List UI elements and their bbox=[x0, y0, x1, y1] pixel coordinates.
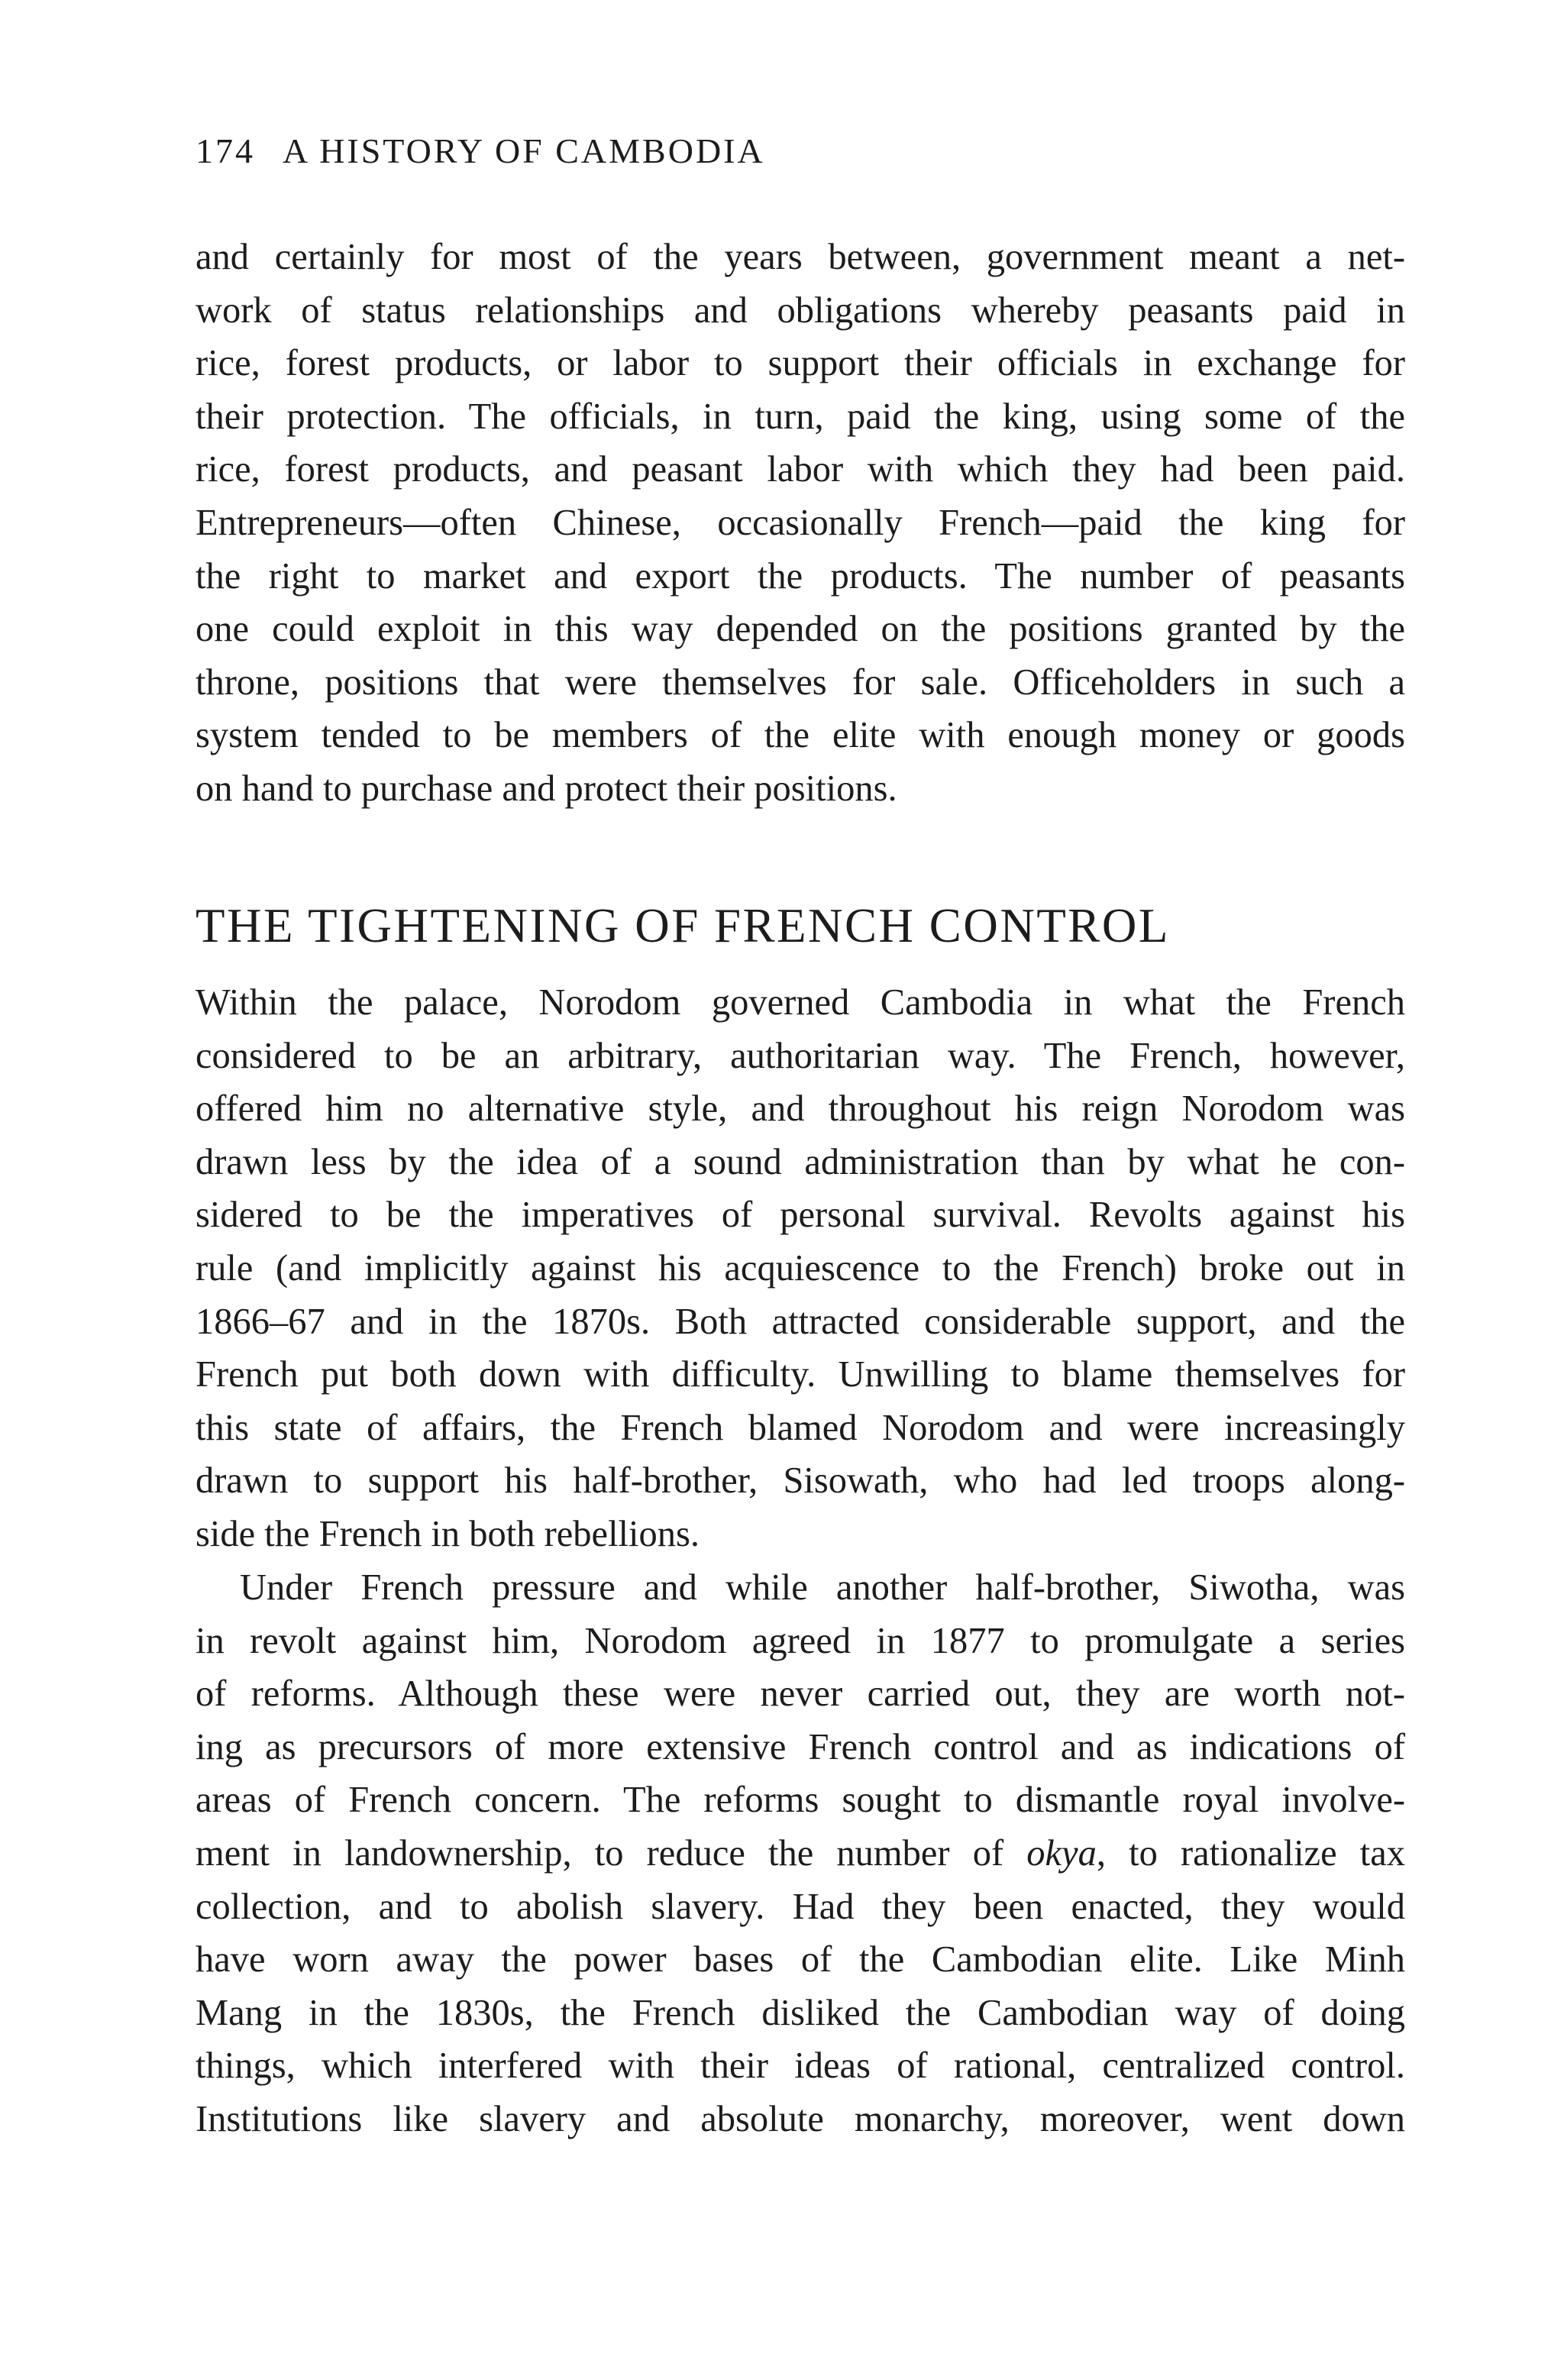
text-line: in revolt against him, Norodom agreed in 1877 to promulgate a series bbox=[196, 1620, 1405, 1661]
text-line: Within the palace, Norodom governed Cambodia in what the French bbox=[196, 982, 1405, 1023]
text-line: of reforms. Although these were never carried out, they are worth not- bbox=[196, 1673, 1405, 1715]
text-line: side the French in both rebellions. bbox=[196, 1513, 700, 1554]
text-line: 1866–67 and in the 1870s. Both attracted considerable support, and the bbox=[196, 1301, 1405, 1342]
text-line: Institutions like slavery and absolute monarchy, moreover, went down bbox=[196, 2098, 1405, 2139]
paragraph-1877-reforms bbox=[196, 1561, 1405, 2146]
text-line: work of status relationships and obligations whereby peasants paid in bbox=[196, 289, 1405, 331]
text-line: drawn to support his half-brother, Sisowath, who had led troops along- bbox=[196, 1460, 1405, 1502]
text-segment: ment in landownership, to reduce the number of bbox=[196, 1832, 1027, 1874]
text-line: this state of affairs, the French blamed Norodom and were increasingly bbox=[196, 1407, 1405, 1448]
text-line: Under French pressure and while another half-brother, Siwotha, was bbox=[240, 1567, 1405, 1608]
page-number: 174 bbox=[196, 131, 255, 170]
text-line-with-italic bbox=[196, 1827, 1405, 1880]
italic-term-okya: okya bbox=[1026, 1832, 1097, 1874]
book-title: A HISTORY OF CAMBODIA bbox=[283, 131, 765, 170]
text-line: sidered to be the imperatives of personal survival. Revolts against his bbox=[196, 1195, 1405, 1236]
section-heading: THE TIGHTENING OF FRENCH CONTROL bbox=[196, 899, 1170, 952]
text-line: Entrepreneurs—often Chinese, occasionally French—paid the king for bbox=[196, 502, 1405, 543]
text-line: considered to be an arbitrary, authoritarian way. The French, however, bbox=[196, 1035, 1405, 1076]
text-line: throne, positions that were themselves for sale. Officeholders in such a bbox=[196, 661, 1405, 703]
text-line: rice, forest products, and peasant labor with which they had been paid. bbox=[196, 449, 1405, 490]
text-line: drawn less by the idea of a sound administration than by what he con- bbox=[196, 1141, 1405, 1182]
text-line: Mang in the 1830s, the French disliked the Cambodian way of doing bbox=[196, 1992, 1405, 2033]
text-line: rule (and implicitly against his acquiescence to the French) broke out in bbox=[196, 1247, 1405, 1289]
text-line: areas of French concern. The reforms sought to dismantle royal involve- bbox=[196, 1780, 1405, 1821]
text-line: and certainly for most of the years between, government meant a net- bbox=[196, 237, 1405, 277]
text-line: French put both down with difficulty. Unwilling to blame themselves for bbox=[196, 1354, 1405, 1395]
running-head bbox=[196, 128, 765, 174]
paragraph-norodom-governance bbox=[196, 976, 1405, 1561]
text-line: system tended to be members of the elite with enough money or goods bbox=[196, 715, 1405, 756]
text-line: rice, forest products, or labor to support their officials in exchange for bbox=[196, 343, 1405, 384]
text-line: have worn away the power bases of the Cambodian elite. Like Minh bbox=[196, 1939, 1405, 1981]
text-line: collection, and to abolish slavery. Had they been enacted, they would bbox=[196, 1886, 1405, 1927]
text-line: one could exploit in this way depended on the positions granted by the bbox=[196, 609, 1405, 650]
text-line: on hand to purchase and protect their positions. bbox=[196, 768, 897, 809]
text-segment: , to rationalize tax bbox=[1096, 1832, 1405, 1874]
text-line: offered him no alternative style, and throughout his reign Norodom was bbox=[196, 1088, 1405, 1130]
text-line: the right to market and export the products. The number of peasants bbox=[196, 555, 1405, 597]
text-line: ing as precursors of more extensive French control and as indications of bbox=[196, 1726, 1405, 1767]
paragraph-continued bbox=[196, 231, 1405, 816]
text-line: their protection. The officials, in turn, paid the king, using some of the bbox=[196, 396, 1405, 437]
text-line: things, which interfered with their ideas of rational, centralized control. bbox=[196, 2045, 1405, 2087]
